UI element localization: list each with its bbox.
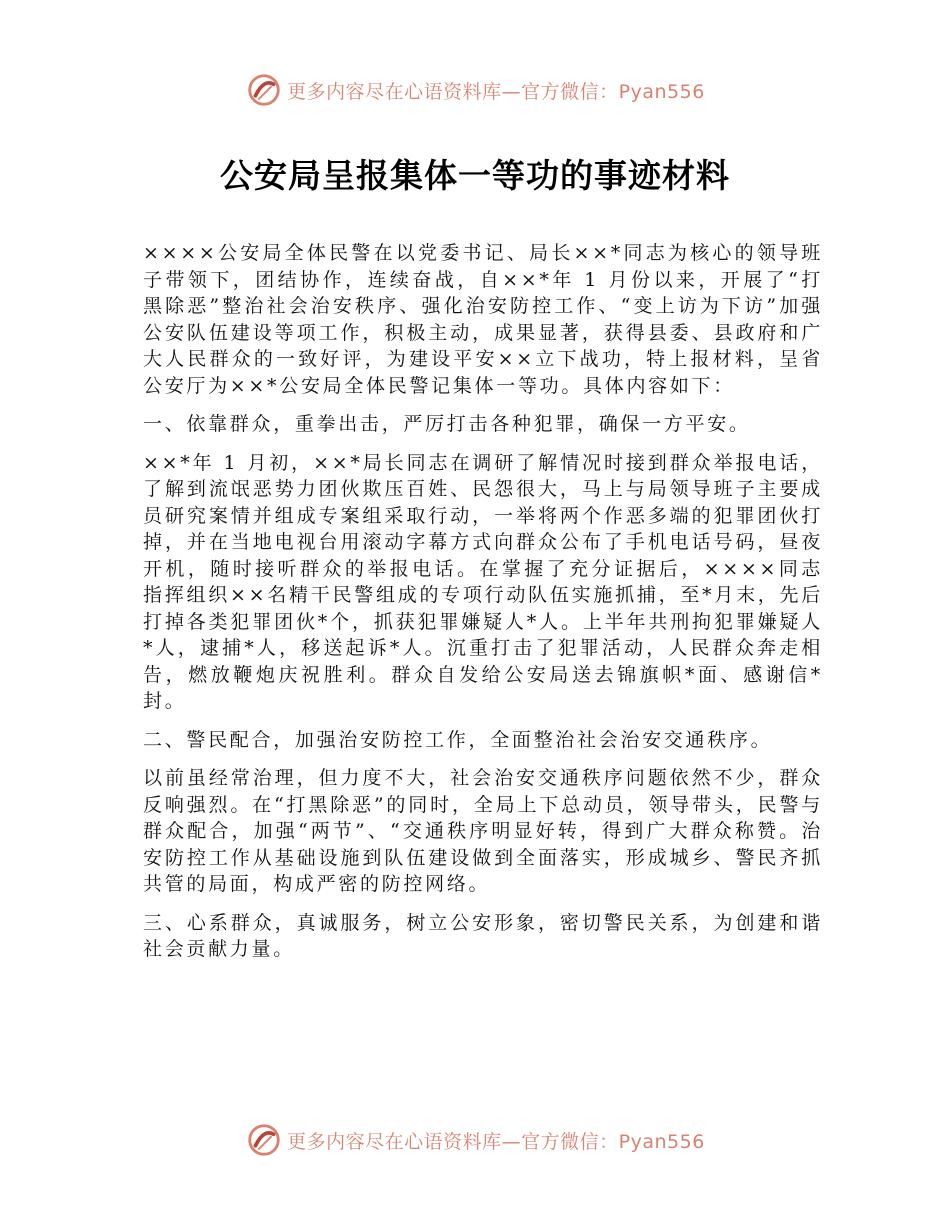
footer-watermark (0, 1120, 950, 1160)
scroll-logo-icon (245, 1121, 283, 1159)
paragraph: ××*年 1 月初，××*局长同志在调研了解情况时接到群众举报电话，了解到流氓恶势力团伙欺压百姓、民怨很大，马上与局领导班子主要成员研究案情并组成专案组采取行动，一举将两个作恶多端的犯罪团伙打掉，并在当地电视台用滚动字幕方式向群众公布了手机电话号码，昼夜开机，随时接听群众的举报电话。在掌握了充分证据后，××××同志指挥组织××名精干民警组成的专项行动队伍实施抓捕，至*月末，先后打掉各类犯罪团伙*个，抓获犯罪嫌疑人*人。上半年共刑拘犯罪嫌疑人*人，逮捕*人，移送起诉*人。沉重打击了犯罪活动，人民群众奔走相告，燃放鞭炮庆祝胜利。群众自发给公安局送去锦旗帜*面、感谢信*封。 (143, 451, 823, 712)
section-heading: 二、警民配合，加强治安防控工作，全面整治社会治安交通秩序。 (143, 728, 773, 751)
section-heading: 一、依靠群众，重拳出击，严厉打击各种犯罪，确保一方平安。 (143, 413, 751, 435)
header-watermark (0, 70, 950, 110)
watermark-text: 更多内容尽在心语资料库—官方微信：Pyan556 (287, 80, 705, 103)
scroll-logo-icon (245, 71, 283, 109)
document-body (143, 240, 823, 975)
paragraph: 以前虽经常治理，但力度不大，社会治安交通秩序问题依然不少，群众反响强烈。在“打黑除恶”的同时，全局上下总动员，领导带头，民警与群众配合，加强“两节”、“交通秩序明显好转，得到广大群众称赞。治安防控工作从基础设施到队伍建设做到全面落实，形成城乡、警民齐抓共管的局面，构成严密的防控网络。 (143, 767, 823, 895)
section-heading: 三、心系群众，真诚服务，树立公安形象，密切警民关系，为创建和谐社会贡献力量。 (143, 911, 823, 960)
paragraph: ××××公安局全体民警在以党委书记、局长××*同志为核心的领导班子带领下，团结协作，连续奋战，自××*年 1 月份以来，开展了“打黑除恶”整治社会治安秩序、强化治安防控工作、“变上访为下访”加强公安队伍建设等项工作，积极主动，成果显著，获得县委、县政府和广大人民群众的一致好评，为建设平安××立下战功，特上报材料，呈省公安厅为××*公安局全体民警记集体一等功。具体内容如下： (143, 242, 823, 397)
document-title: 公安局呈报集体一等功的事迹材料 (220, 156, 730, 195)
watermark-text: 更多内容尽在心语资料库—官方微信：Pyan556 (287, 1130, 705, 1153)
